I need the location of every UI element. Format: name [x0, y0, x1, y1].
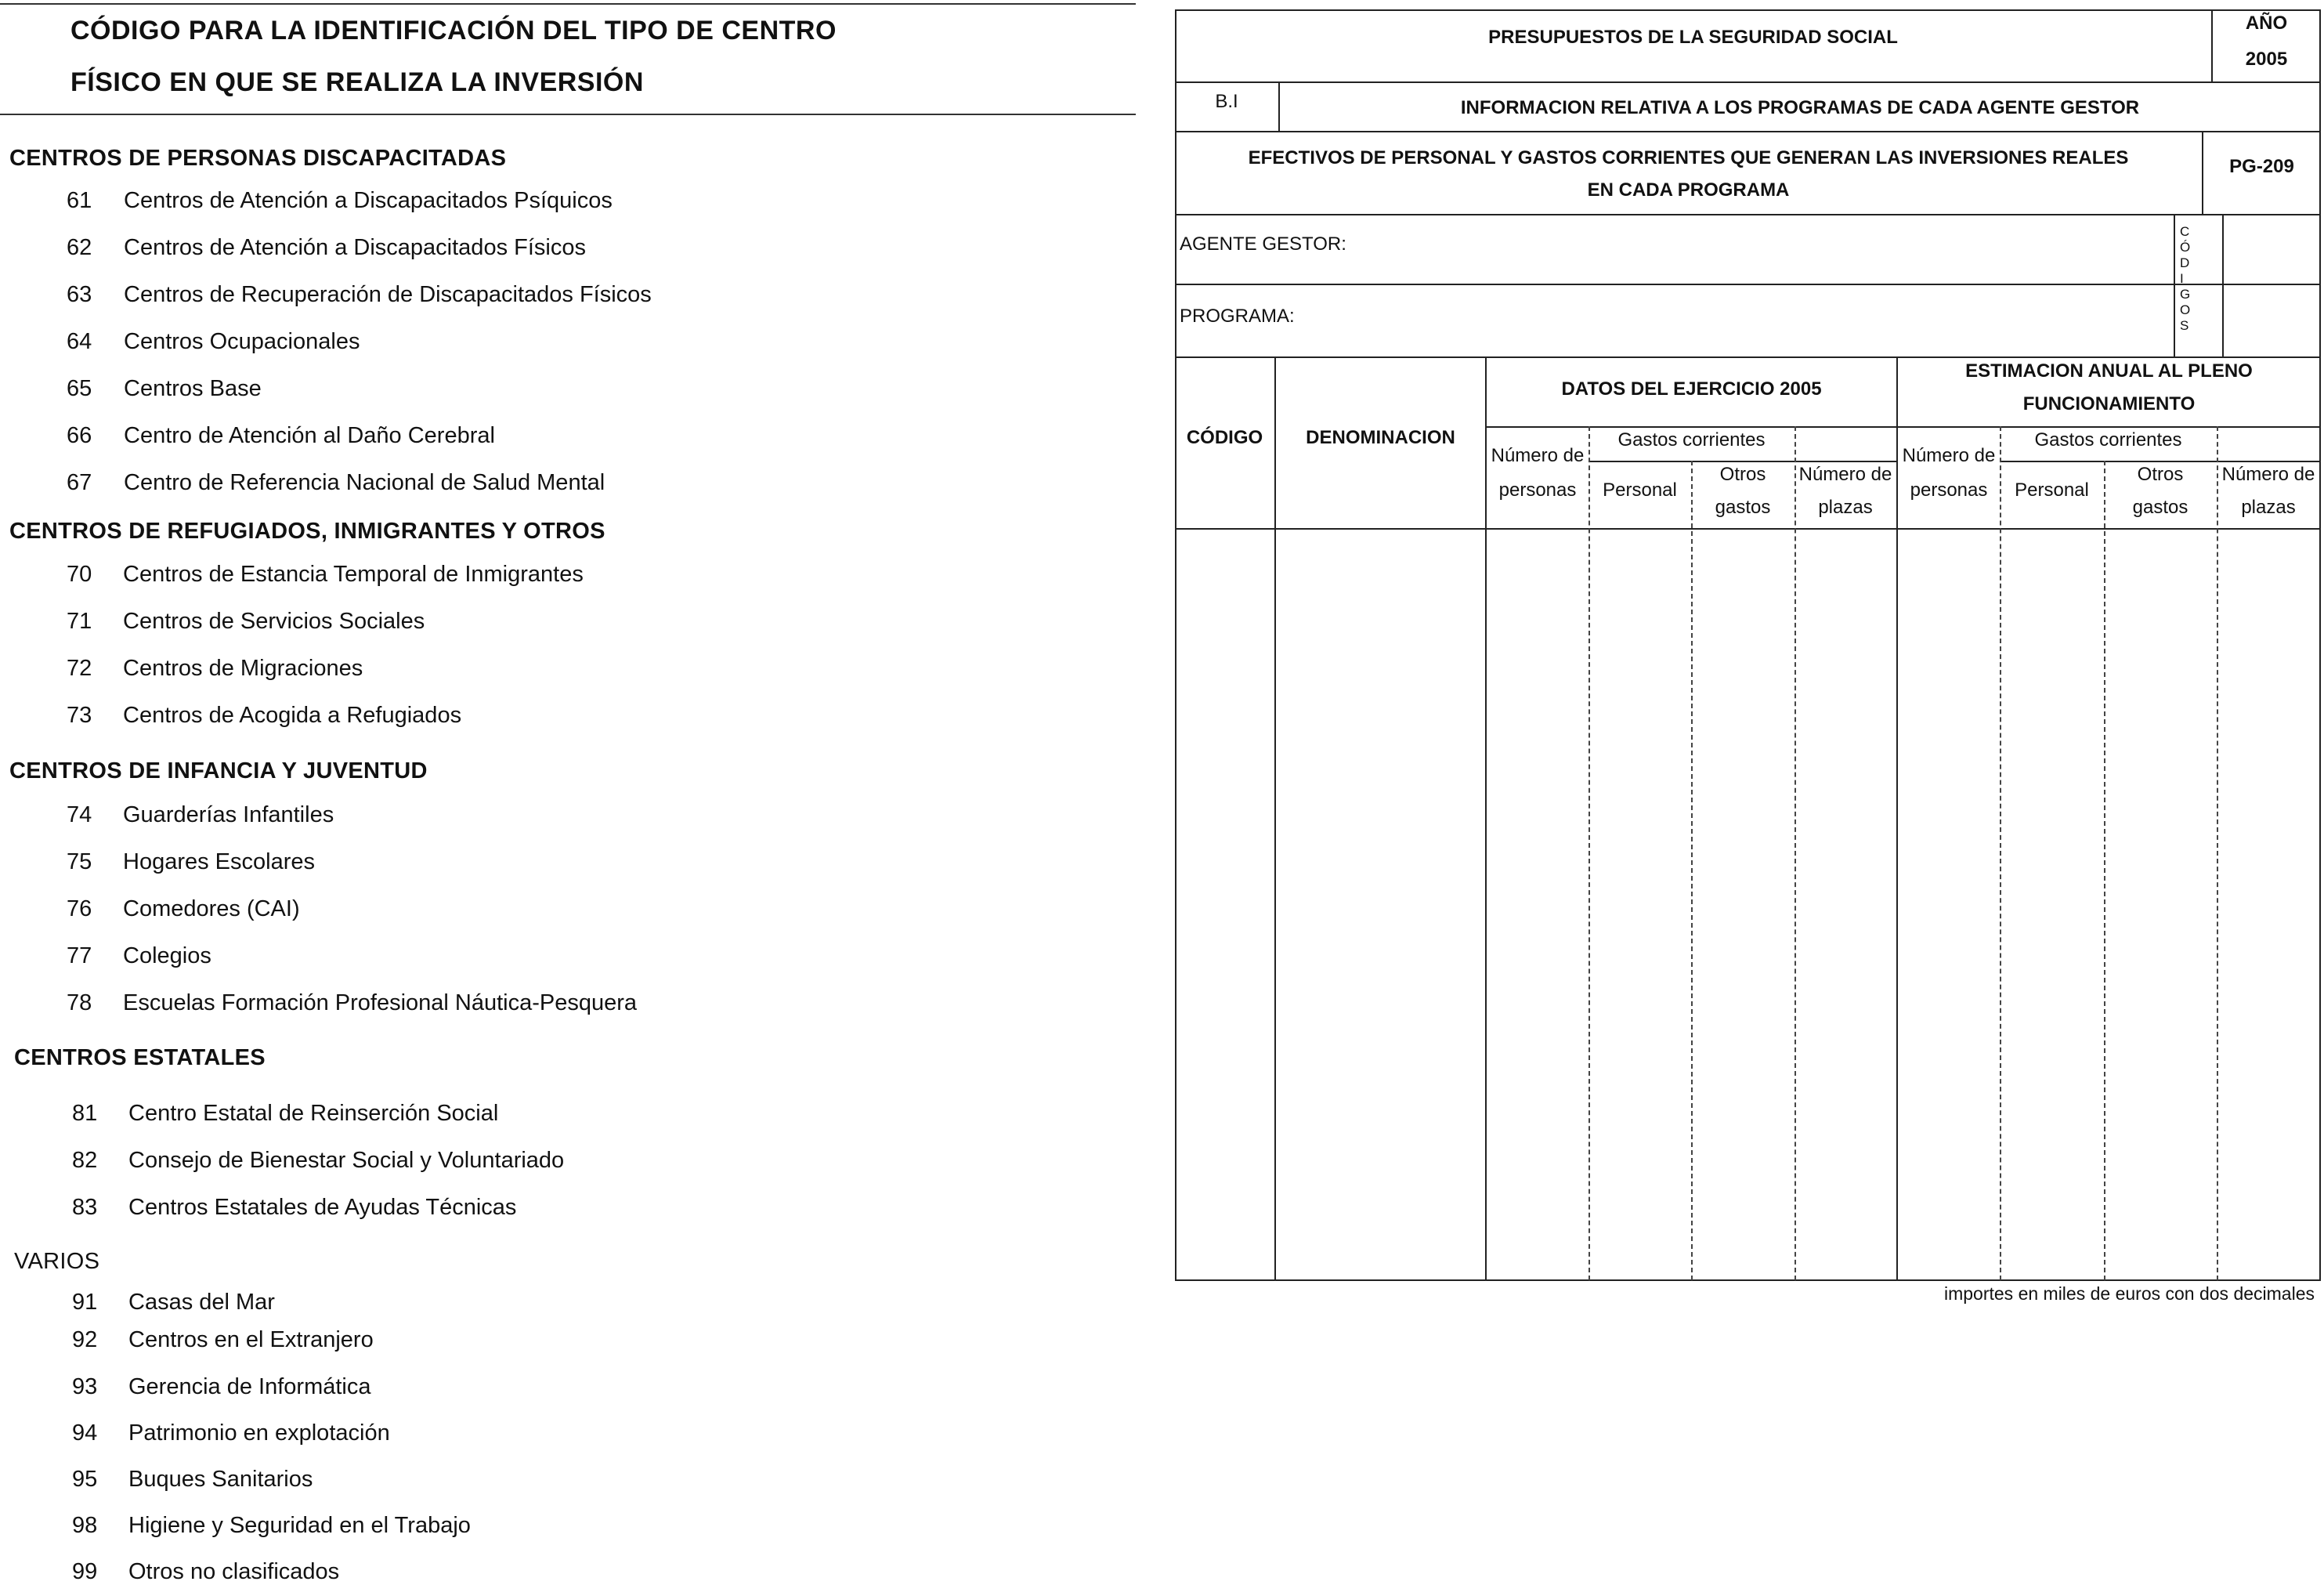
list-item: 65 Centros Base — [67, 376, 262, 401]
list-item: 99 Otros no clasificados — [72, 1559, 340, 1584]
hline — [1175, 131, 2320, 132]
section-heading: CENTROS DE PERSONAS DISCAPACITADAS — [9, 146, 507, 171]
col-otros-gastos-1: Otros — [1719, 464, 1766, 485]
year-label: AÑO — [2245, 13, 2288, 34]
codigos-vertical-label: C Ó D I G O S — [2180, 224, 2191, 333]
col-numero-personas-2: Número de — [1902, 445, 1996, 466]
hline — [1175, 214, 2320, 215]
list-item: 75 Hogares Escolares — [67, 849, 315, 874]
budget-form-pg209 — [1175, 0, 2321, 1324]
col-otros-gastos-1b: gastos — [1715, 497, 1771, 518]
list-item: 77 Colegios — [67, 943, 211, 968]
list-item: 83 Centros Estatales de Ayudas Técnicas — [72, 1195, 517, 1220]
subtitle-line2: EN CADA PROGRAMA — [1587, 179, 1790, 201]
col-gastos-corrientes-2: Gastos corrientes — [2034, 429, 2182, 451]
col-numero-personas-1: Número de — [1491, 445, 1585, 466]
col-personal-1: Personal — [1603, 479, 1677, 501]
col-separator — [2000, 426, 2001, 1280]
list-item: 70 Centros de Estancia Temporal de Inmigrantes — [67, 562, 584, 587]
col-separator — [2217, 426, 2218, 1280]
list-item: 76 Comedores (CAI) — [67, 896, 300, 921]
top-rule — [0, 3, 1136, 5]
list-item: 78 Escuelas Formación Profesional Náutica-Pesquera — [67, 990, 638, 1015]
form-border-bottom — [1175, 1279, 2320, 1281]
col-gastos-corrientes-1: Gastos corrientes — [1617, 429, 1766, 451]
list-item: 61 Centros de Atención a Discapacitados Psíquicos — [67, 188, 613, 213]
hline — [1485, 426, 2320, 428]
list-item: 71 Centros de Servicios Sociales — [67, 609, 425, 634]
section-heading: VARIOS — [14, 1249, 100, 1274]
hline — [2000, 461, 2320, 462]
list-item: 92 Centros en el Extranjero — [72, 1327, 374, 1352]
list-item: 63 Centros de Recuperación de Discapacitados Físicos — [67, 282, 652, 307]
column-codigo: CÓDIGO — [1186, 427, 1263, 448]
section-code: B.I — [1215, 91, 1238, 112]
col-numero-personas-2b: personas — [1910, 479, 1988, 501]
list-title-line1: CÓDIGO PARA LA IDENTIFICACIÓN DEL TIPO DE CENTRO — [70, 16, 837, 45]
footnote-importes: importes en miles de euros con dos decimales — [1943, 1283, 2315, 1304]
col-numero-personas-1b: personas — [1498, 479, 1577, 501]
group-estimacion-line2: FUNCIONAMIENTO — [2022, 393, 2196, 414]
col-separator — [1588, 426, 1590, 1280]
hline — [1175, 81, 2320, 83]
list-item: 93 Gerencia de Informática — [72, 1374, 371, 1399]
list-title-line2: FÍSICO EN QUE SE REALIZA LA INVERSIÓN — [70, 67, 644, 97]
list-item: 81 Centro Estatal de Reinserción Social — [72, 1101, 499, 1126]
list-item: 94 Patrimonio en explotación — [72, 1420, 390, 1446]
list-item: 62 Centros de Atención a Discapacitados Físicos — [67, 235, 586, 260]
form-border-top — [1175, 9, 2320, 11]
section-title: INFORMACION RELATIVA A LOS PROGRAMAS DE CADA AGENTE GESTOR — [1460, 97, 2140, 118]
list-item: 82 Consejo de Bienestar Social y Voluntariado — [72, 1148, 565, 1173]
vline — [1274, 356, 1276, 1281]
subtitle-line1: EFECTIVOS DE PERSONAL Y GASTOS CORRIENTES QUE GENERAN LAS INVERSIONES REALES — [1248, 147, 2129, 168]
list-item: 66 Centro de Atención al Daño Cerebral — [67, 423, 495, 448]
col-numero-plazas-2: Número de — [2221, 464, 2315, 485]
list-item: 91 Casas del Mar — [72, 1290, 275, 1315]
col-otros-gastos-2: Otros — [2137, 464, 2184, 485]
vline — [2319, 356, 2321, 1281]
year-value: 2005 — [2245, 49, 2288, 70]
section-heading: CENTROS DE REFUGIADOS, INMIGRANTES Y OTROS — [9, 519, 605, 544]
col-otros-gastos-2b: gastos — [2132, 497, 2188, 518]
center-type-code-list — [0, 0, 1136, 1583]
agente-gestor-label: AGENTE GESTOR: — [1180, 233, 1346, 255]
form-title: PRESUPUESTOS DE LA SEGURIDAD SOCIAL — [1488, 27, 1898, 48]
col-numero-plazas-1: Número de — [1798, 464, 1892, 485]
list-item: 67 Centro de Referencia Nacional de Salud Mental — [67, 470, 605, 495]
col-numero-plazas-1b: plazas — [1818, 497, 1873, 518]
col-numero-plazas-2b: plazas — [2241, 497, 2296, 518]
group-datos-ejercicio: DATOS DEL EJERCICIO 2005 — [1561, 378, 1822, 400]
list-item: 98 Higiene y Seguridad en el Trabajo — [72, 1513, 471, 1538]
programa-label: PROGRAMA: — [1180, 306, 1295, 327]
hline — [1588, 461, 1896, 462]
list-item: 73 Centros de Acogida a Refugiados — [67, 703, 462, 728]
col-personal-2: Personal — [2015, 479, 2089, 501]
col-separator — [2104, 461, 2105, 1280]
column-denominacion: DENOMINACION — [1306, 427, 1455, 448]
header-bottom-line — [1175, 528, 2320, 530]
hline — [1175, 284, 2320, 285]
group-estimacion-line1: ESTIMACION ANUAL AL PLENO — [1965, 360, 2253, 382]
hline — [1175, 356, 2320, 358]
form-border-left — [1175, 9, 1176, 1281]
list-item: 95 Buques Sanitarios — [72, 1467, 313, 1492]
list-item: 74 Guarderías Infantiles — [67, 802, 334, 827]
section-heading: CENTROS ESTATALES — [14, 1045, 266, 1070]
col-separator — [1795, 426, 1796, 1280]
form-code: PG-209 — [2229, 156, 2294, 177]
section-heading: CENTROS DE INFANCIA Y JUVENTUD — [9, 758, 428, 783]
list-item: 72 Centros de Migraciones — [67, 656, 363, 681]
title-bottom-rule — [0, 114, 1136, 115]
col-separator — [1691, 461, 1693, 1280]
list-item: 64 Centros Ocupacionales — [67, 329, 360, 354]
